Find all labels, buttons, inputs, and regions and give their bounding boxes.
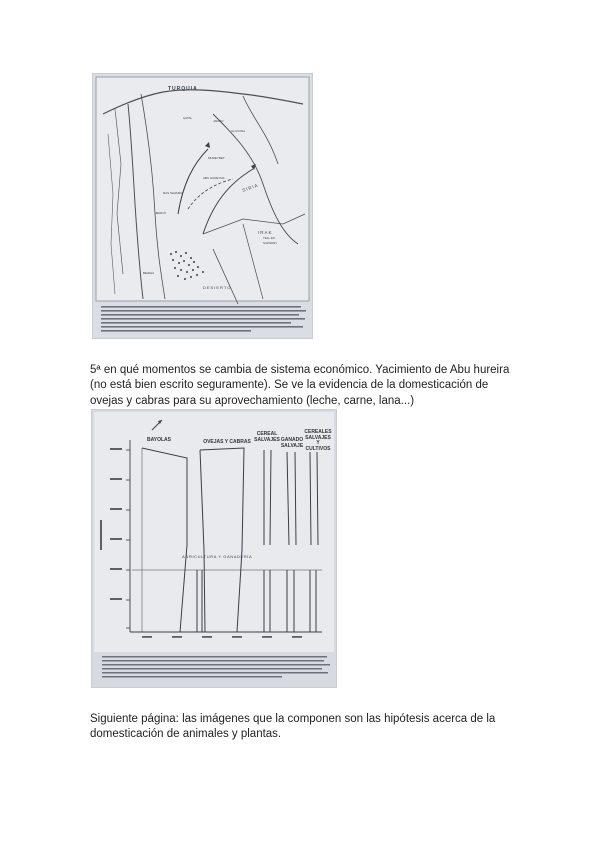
svg-text:SAWWAN: SAWWAN bbox=[263, 241, 277, 245]
chart-header-2: CEREAL SALVAJES bbox=[254, 431, 280, 443]
chart-header-1: OVEJAS Y CABRAS bbox=[203, 439, 251, 445]
chart-lower-label: AGRICULTURA Y GANADERÍA bbox=[182, 554, 253, 559]
chart-drawing bbox=[92, 410, 336, 687]
svg-text:TURQUIA: TURQUIA bbox=[168, 86, 198, 92]
svg-text:RAS SHAMRA: RAS SHAMRA bbox=[163, 191, 183, 195]
svg-text:ÇATAL: ÇATAL bbox=[183, 116, 193, 120]
svg-text:IRAK: IRAK bbox=[258, 230, 273, 235]
paragraph-1: 5ª en qué momentos se cambia de sistema económico. Yacimiento de Abu hureira (no está bien escrito seguramente). Se ve la evidencia de la domesticación de ovejas y cabras para su aprovechamiento (leche, carne, lana...) bbox=[90, 363, 510, 407]
chart-header-3: GANADO SALVAJE bbox=[280, 437, 304, 449]
svg-text:TELL ES: TELL ES bbox=[263, 236, 275, 240]
paragraph-2: Siguiente página: las imágenes que la componen son las hipótesis acerca de la domesticación de animales y plantas. bbox=[90, 712, 496, 740]
svg-text:BEIDHA: BEIDHA bbox=[143, 271, 155, 275]
chart-photo bbox=[91, 409, 337, 688]
map-photo bbox=[92, 73, 313, 339]
svg-text:ABU HUREYRA: ABU HUREYRA bbox=[203, 176, 225, 180]
chart-header-0: BAYOLAS bbox=[147, 437, 171, 443]
svg-text:JARMO: JARMO bbox=[213, 119, 224, 123]
svg-text:DESIERTO: DESIERTO bbox=[203, 285, 232, 290]
map-drawing bbox=[93, 74, 312, 338]
chart-header-4: CEREALES SALVAJES Y CULTIVOS bbox=[304, 429, 332, 452]
svg-text:JERICÓ: JERICÓ bbox=[155, 211, 167, 215]
svg-text:ALI KOSH: ALI KOSH bbox=[231, 129, 245, 133]
svg-text:SIRIA: SIRIA bbox=[241, 182, 260, 193]
svg-text:MUREYBET: MUREYBET bbox=[208, 156, 225, 160]
